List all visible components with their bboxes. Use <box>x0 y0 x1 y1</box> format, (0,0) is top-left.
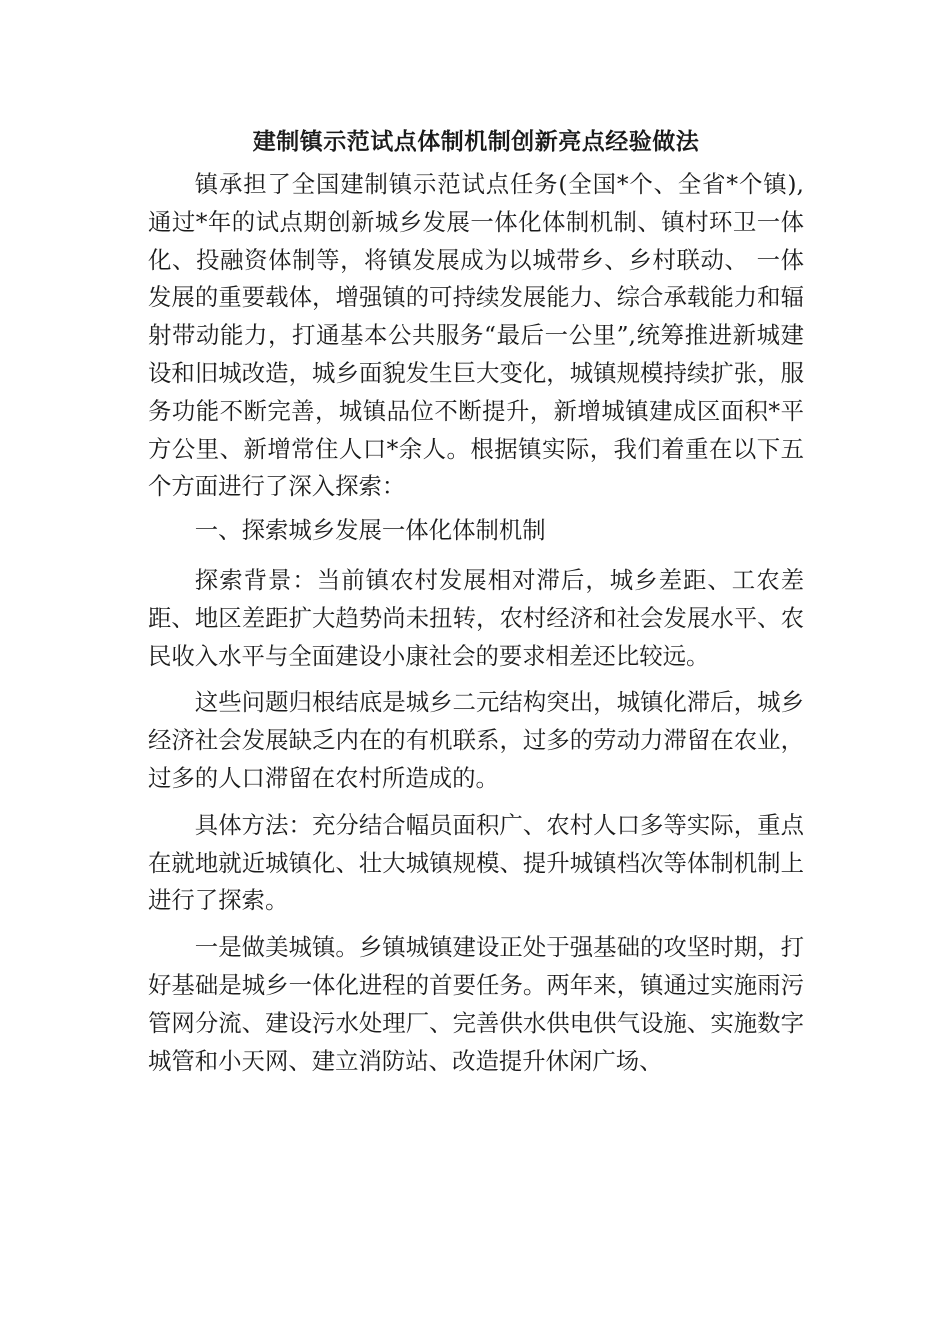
paragraph-background: 探索背景：当前镇农村发展相对滞后，城乡差距、工农差距、地区差距扩大趋势尚未扭转，农村经济和社会发展水平、农民收入水平与全面建设小康社会的要求相差还比较远。 <box>148 565 804 670</box>
section-heading-1: 一、探索城乡发展一体化体制机制 <box>194 516 546 545</box>
paragraph-beautify-town: 一是做美城镇。乡镇城镇建设正处于强基础的攻坚时期，打好基础是城乡一体化进程的首要任务。两年来，镇通过实施雨污管网分流、建设污水处理厂、完善供水供电供气设施、实施数字城管和小天网、建立消防站、改造提升休闲广场、 <box>148 933 804 1075</box>
paragraph-root-cause: 这些问题归根结底是城乡二元结构突出，城镇化滞后，城乡经济社会发展缺乏内在的有机联系，过多的劳动力滞留在农业，过多的人口滞留在农村所造成的。 <box>148 688 804 792</box>
document-title: 建制镇示范试点体制机制创新亮点经验做法 <box>252 129 700 155</box>
paragraph-method: 具体方法：充分结合幅员面积广、农村人口多等实际，重点在就地就近城镇化、壮大城镇规模、提升城镇档次等体制机制上进行了探索。 <box>148 810 804 915</box>
paragraph-intro: 镇承担了全国建制镇示范试点任务(全国*个、全省*个镇),通过*年的试点期创新城乡发展一体化体制机制、镇村环卫一体化、投融资体制等，将镇发展成为以城带乡、乡村联动、 一体发展的重要载体，增强镇的可持续发展能力、综合承载能力和辐射带动能力，打通基本公共服务“最后一公里”,统筹推进新城建设和旧城改造，城乡面貌发生巨大变化，城镇规模持续扩张，服务功能不断完善，城镇品位不断提升，新增城镇建成区面积*平方公里、新增常住人口*余人。根据镇实际，我们着重在以下五个方面进行了深入探索： <box>148 170 804 501</box>
document-page <box>148 120 804 1089</box>
